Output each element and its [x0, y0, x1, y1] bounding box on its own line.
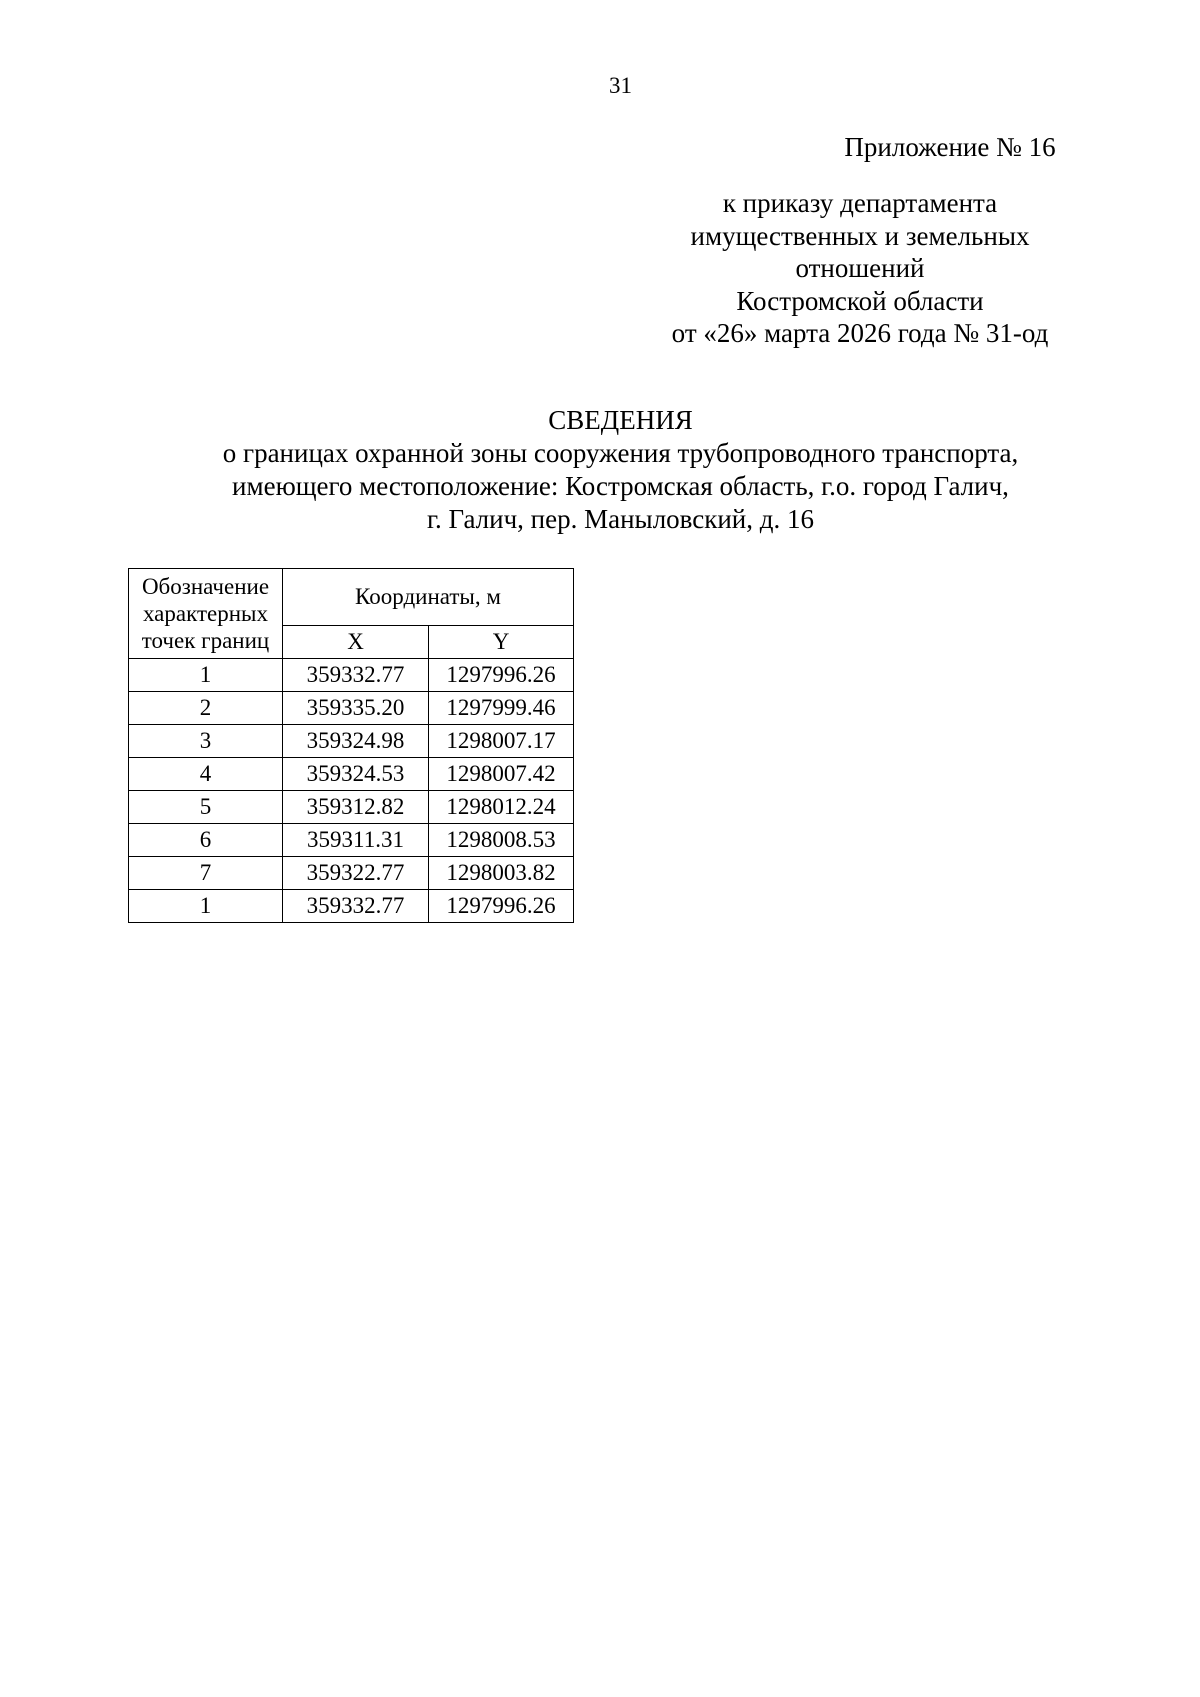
x-cell: 359332.77 — [283, 659, 429, 692]
order-line: имущественных и земельных — [690, 220, 1030, 251]
appendix-title: Приложение № 16 — [844, 132, 1056, 162]
point-cell: 4 — [129, 758, 283, 791]
y-cell: 1298012.24 — [429, 791, 574, 824]
table-row — [129, 824, 574, 857]
point-cell: 1 — [129, 659, 283, 692]
point-cell: 1 — [129, 890, 283, 923]
y-cell: 1297999.46 — [429, 692, 574, 725]
x-header: X — [283, 626, 429, 659]
point-cell: 5 — [129, 791, 283, 824]
document-heading — [0, 404, 1200, 536]
x-cell: 359322.77 — [283, 857, 429, 890]
y-cell: 1297996.26 — [429, 890, 574, 923]
x-cell: 359311.31 — [283, 824, 429, 857]
x-cell: 359332.77 — [283, 890, 429, 923]
order-line: отношений — [795, 253, 925, 283]
x-cell: 359312.82 — [283, 791, 429, 824]
heading-line: о границах охранной зоны сооружения трубопроводного транспорта, — [222, 438, 1019, 468]
order-line: от «26» марта 2026 года № 31-од — [671, 318, 1049, 348]
table-row — [129, 857, 574, 890]
coordinates-header: Координаты, м — [283, 569, 574, 626]
y-cell: 1298007.17 — [429, 725, 574, 758]
point-cell: 2 — [129, 692, 283, 725]
table-row — [129, 692, 574, 725]
heading-line: г. Галич, пер. Маныловский, д. 16 — [426, 504, 814, 534]
order-line: Костромской области — [736, 285, 984, 316]
table-row — [129, 890, 574, 923]
x-cell: 359335.20 — [283, 692, 429, 725]
point-cell: 7 — [129, 857, 283, 890]
document-title: СВЕДЕНИЯ — [548, 405, 693, 435]
table-row — [129, 659, 574, 692]
table-row — [129, 791, 574, 824]
y-cell: 1298003.82 — [429, 857, 574, 890]
point-cell: 6 — [129, 824, 283, 857]
table-row — [129, 758, 574, 791]
table-row — [129, 725, 574, 758]
y-cell: 1297996.26 — [429, 659, 574, 692]
x-cell: 359324.98 — [283, 725, 429, 758]
order-line: к приказу департамента — [722, 188, 998, 218]
y-cell: 1298008.53 — [429, 824, 574, 857]
point-header-line: точек границ — [141, 628, 270, 653]
point-header-line: характерных — [142, 601, 268, 626]
point-header-line: Обозначение — [141, 574, 270, 599]
y-cell: 1298007.42 — [429, 758, 574, 791]
point-cell: 3 — [129, 725, 283, 758]
order-reference — [620, 187, 1100, 350]
x-cell: 359324.53 — [283, 758, 429, 791]
point-designation-header — [129, 569, 283, 659]
y-header: Y — [429, 626, 574, 659]
page-number: 31 — [609, 73, 632, 98]
coordinates-table — [128, 568, 574, 923]
heading-line: имеющего местоположение: Костромская область, г.о. город Галич, — [232, 471, 1009, 501]
